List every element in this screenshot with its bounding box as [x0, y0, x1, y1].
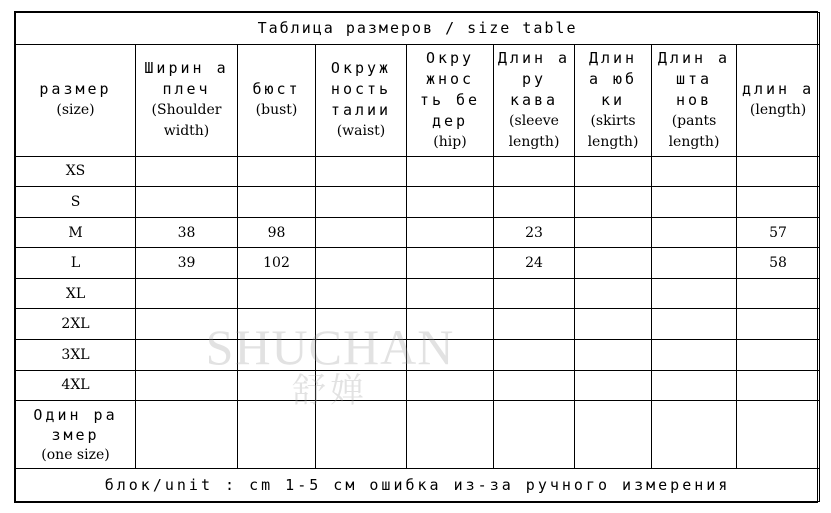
one-size-label-ru: Один ра змер — [33, 405, 118, 444]
table-cell — [238, 156, 316, 187]
table-cell — [238, 370, 316, 401]
table-cell — [136, 340, 238, 371]
table-cell — [316, 217, 407, 248]
table-cell — [575, 340, 652, 371]
table-row — [16, 370, 820, 401]
size-label: XS — [16, 156, 136, 187]
one-size-label-en: (one size) — [41, 446, 110, 463]
table-cell — [652, 187, 737, 218]
header-label-en: (skirts length) — [587, 112, 639, 150]
table-cell — [652, 278, 737, 309]
table-cell: 38 — [136, 217, 238, 248]
header-cell — [136, 44, 238, 156]
table-cell — [238, 401, 316, 469]
header-cell — [494, 44, 575, 156]
one-size-label — [16, 401, 136, 469]
size-table-frame — [14, 11, 818, 503]
table-cell — [316, 340, 407, 371]
table-cell — [238, 187, 316, 218]
table-cell — [737, 309, 820, 340]
table-cell — [238, 278, 316, 309]
table-cell: 23 — [494, 217, 575, 248]
header-label-ru: Длин а ру кава — [497, 48, 571, 109]
table-cell — [652, 370, 737, 401]
table-cell: 39 — [136, 248, 238, 279]
table-row — [16, 217, 820, 248]
table-cell: 102 — [238, 248, 316, 279]
table-cell — [494, 156, 575, 187]
table-cell — [316, 278, 407, 309]
header-row — [16, 44, 820, 156]
table-cell — [652, 401, 737, 469]
table-cell — [494, 340, 575, 371]
table-cell — [737, 278, 820, 309]
table-cell — [494, 309, 575, 340]
table-cell — [494, 278, 575, 309]
table-cell — [407, 401, 494, 469]
size-label: S — [16, 187, 136, 218]
size-label: 4XL — [16, 370, 136, 401]
table-cell — [737, 340, 820, 371]
table-cell — [575, 309, 652, 340]
header-label-en: (pants length) — [668, 112, 720, 150]
header-label-en: (Shoulder width) — [151, 102, 222, 140]
table-cell — [136, 401, 238, 469]
table-cell — [494, 370, 575, 401]
header-cell — [238, 44, 316, 156]
table-cell — [575, 187, 652, 218]
header-label-ru: Окруж ность талии — [330, 59, 392, 120]
header-label-ru: Ширин а плеч — [144, 59, 229, 99]
header-cell — [737, 44, 820, 156]
watermark-latin: SHUCHAN — [205, 319, 455, 375]
table-cell — [136, 309, 238, 340]
table-cell: 57 — [737, 217, 820, 248]
table-cell — [407, 248, 494, 279]
table-cell — [316, 401, 407, 469]
header-label-en: (sleeve length) — [508, 112, 560, 150]
header-cell — [407, 44, 494, 156]
table-cell — [575, 248, 652, 279]
watermark-cjk: 舒婵 — [292, 371, 368, 411]
table-title: Таблица размеров / size table — [16, 13, 820, 45]
size-label: XL — [16, 278, 136, 309]
size-label: 3XL — [16, 340, 136, 371]
header-label-ru: длин а — [741, 80, 815, 99]
table-cell — [575, 278, 652, 309]
header-cell — [575, 44, 652, 156]
size-label: L — [16, 248, 136, 279]
table-cell — [407, 370, 494, 401]
table-cell: 58 — [737, 248, 820, 279]
size-label: M — [16, 217, 136, 248]
table-cell — [238, 309, 316, 340]
table-cell — [737, 156, 820, 187]
header-label-en: (bust) — [255, 102, 298, 119]
table-cell — [238, 340, 316, 371]
table-cell — [575, 156, 652, 187]
table-cell — [136, 187, 238, 218]
header-label-ru: Длин а юб ки — [588, 48, 638, 109]
header-label-ru: бюст — [252, 80, 301, 99]
table-cell: 98 — [238, 217, 316, 248]
table-cell — [407, 340, 494, 371]
table-cell — [494, 401, 575, 469]
header-cell — [316, 44, 407, 156]
table-row — [16, 156, 820, 187]
table-cell — [407, 217, 494, 248]
header-label-en: (length) — [749, 102, 807, 119]
header-label-ru: размер — [39, 80, 112, 99]
header-label-ru: Длин а шта нов — [657, 48, 731, 109]
table-cell: 24 — [494, 248, 575, 279]
table-cell — [316, 248, 407, 279]
header-label-en: (size) — [56, 102, 95, 119]
table-cell — [316, 156, 407, 187]
table-cell — [407, 309, 494, 340]
table-cell — [316, 370, 407, 401]
table-cell — [652, 309, 737, 340]
table-cell — [316, 187, 407, 218]
table-cell — [136, 278, 238, 309]
size-table — [15, 12, 820, 502]
table-cell — [737, 401, 820, 469]
table-cell — [737, 370, 820, 401]
table-cell — [136, 370, 238, 401]
header-label-en: (waist) — [336, 123, 386, 140]
header-cell — [16, 44, 136, 156]
table-cell — [407, 278, 494, 309]
footer-row — [16, 469, 820, 502]
table-cell — [652, 217, 737, 248]
table-row-one-size — [16, 401, 820, 469]
table-row — [16, 187, 820, 218]
table-cell — [575, 401, 652, 469]
header-cell — [652, 44, 737, 156]
size-label: 2XL — [16, 309, 136, 340]
table-cell — [316, 309, 407, 340]
table-cell — [652, 248, 737, 279]
table-cell — [575, 370, 652, 401]
table-row — [16, 278, 820, 309]
table-cell — [494, 187, 575, 218]
table-row — [16, 248, 820, 279]
table-cell — [652, 340, 737, 371]
header-label-en: (hip) — [433, 133, 467, 150]
footer-note: блок/unit : cm 1-5 см ошибка из-за ручного измерения — [16, 469, 820, 502]
table-cell — [136, 156, 238, 187]
table-row — [16, 309, 820, 340]
header-label-ru: Окру жнос ть бе дер — [419, 48, 481, 130]
table-row — [16, 340, 820, 371]
table-cell — [652, 156, 737, 187]
table-cell — [407, 156, 494, 187]
table-cell — [407, 187, 494, 218]
table-cell — [737, 187, 820, 218]
table-cell — [575, 217, 652, 248]
